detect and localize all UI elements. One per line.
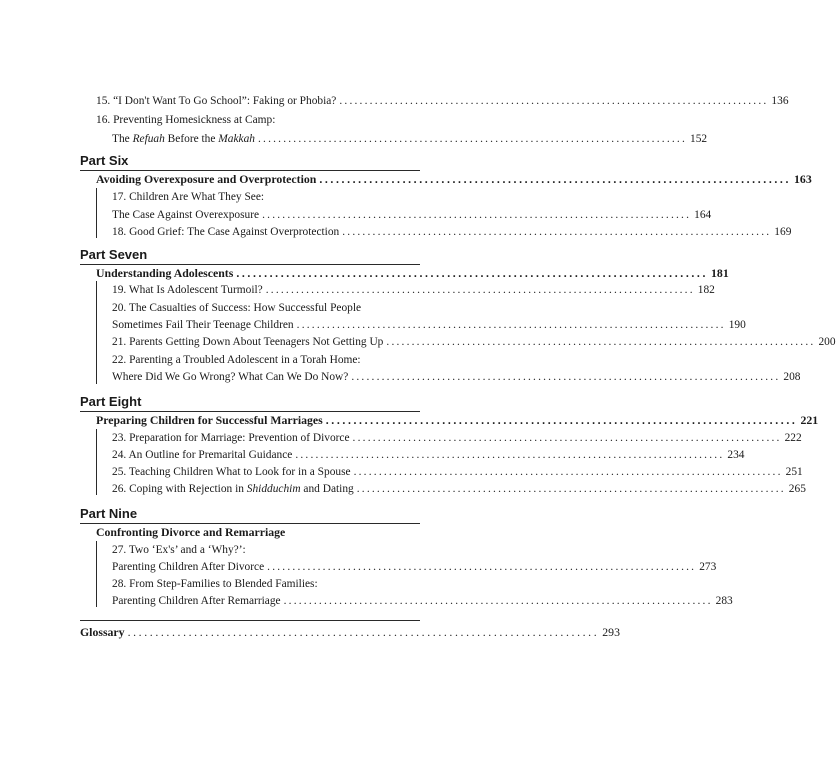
entry-text: 19. What Is Adolescent Turmoil? <box>112 284 263 296</box>
page-number: 169 <box>774 226 792 238</box>
part-seven-section[interactable] <box>96 264 729 282</box>
entry-text: Sometimes Fail Their Teenage Children <box>112 319 294 331</box>
part-seven-heading: Part Seven <box>80 247 148 262</box>
entry-text: Where Did We Go Wrong? What Can We Do Now? <box>112 371 349 383</box>
toc-entry-27[interactable] <box>112 541 434 559</box>
entry-text: 28. From Step-Families to Blended Families: <box>112 578 318 590</box>
toc-entry-28[interactable] <box>112 575 434 593</box>
page-number: 200 <box>818 336 836 348</box>
entry-text: Parenting Children After Divorce <box>112 561 265 573</box>
entry-text: 15. “I Don't Want To Go School”: Faking or Phobia? <box>96 95 337 107</box>
glossary-rule <box>80 620 420 621</box>
page-number: 163 <box>794 172 812 186</box>
page-number: 182 <box>697 284 715 296</box>
entry-text: 17. Children Are What They See: <box>112 191 265 203</box>
toc-entry-17[interactable] <box>112 188 434 206</box>
section-title: Confronting Divorce and Remarriage <box>96 525 286 539</box>
page-number: 152 <box>690 133 708 145</box>
entry-text: The Refuah Before the Makkah <box>112 133 255 145</box>
leader-dots: ..................................................................................... <box>296 319 726 331</box>
toc-entry-20-cont[interactable] <box>112 316 746 334</box>
toc-entry-27-cont[interactable] <box>112 558 717 576</box>
section-title: Avoiding Overexposure and Overprotection <box>96 172 317 186</box>
page-number: 283 <box>715 595 733 607</box>
leader-dots: ..................................................................................... <box>339 95 769 107</box>
toc-entry-17-cont[interactable] <box>112 206 712 224</box>
page-number: 181 <box>711 266 729 280</box>
leader-dots: ..................................................................................... <box>319 172 792 186</box>
toc-entry-16-cont[interactable] <box>112 130 708 148</box>
page-number: 190 <box>728 319 746 331</box>
toc-entry-22[interactable] <box>112 351 434 369</box>
entry-text: 26. Coping with Rejection in Shidduchim and Dating <box>112 483 354 495</box>
page-number: 208 <box>783 371 801 383</box>
toc-entry-21[interactable] <box>112 333 836 351</box>
entry-text: 27. Two ‘Ex's’ and a ‘Why?’: <box>112 544 246 556</box>
part-seven-bar <box>96 281 97 384</box>
page-number: 164 <box>694 209 712 221</box>
entry-text: 23. Preparation for Marriage: Prevention of Divorce <box>112 432 350 444</box>
leader-dots: ..................................................................................... <box>351 371 781 383</box>
leader-dots: ..................................................................................... <box>353 466 783 478</box>
toc-entry-19[interactable] <box>112 281 715 299</box>
entry-text: 20. The Casualties of Success: How Successful People <box>112 302 362 314</box>
section-title: Preparing Children for Successful Marriages <box>96 413 323 427</box>
part-eight-section[interactable] <box>96 411 819 429</box>
entry-text: Parenting Children After Remarriage <box>112 595 281 607</box>
part-nine-section[interactable] <box>96 523 434 541</box>
toc-entry-15[interactable] <box>96 92 789 110</box>
leader-dots: ..................................................................................... <box>127 625 600 639</box>
leader-dots: ..................................................................................... <box>342 226 772 238</box>
toc-entry-24[interactable] <box>112 446 745 464</box>
page-number: 221 <box>800 413 819 427</box>
entry-text: The Case Against Overexposure <box>112 209 260 221</box>
entry-text: 24. An Outline for Premarital Guidance <box>112 449 293 461</box>
leader-dots: ..................................................................................... <box>325 413 798 427</box>
entry-text: 22. Parenting a Troubled Adolescent in a Torah Home: <box>112 354 361 366</box>
page-number: 222 <box>784 432 802 444</box>
leader-dots: ..................................................................................... <box>352 432 782 444</box>
entry-text: 18. Good Grief: The Case Against Overprotection <box>112 226 340 238</box>
section-title: Understanding Adolescents <box>96 266 234 280</box>
part-nine-heading: Part Nine <box>80 506 138 521</box>
toc-entry-25[interactable] <box>112 463 803 481</box>
toc-entry-23[interactable] <box>112 429 802 447</box>
part-six-heading: Part Six <box>80 153 129 168</box>
leader-dots: ..................................................................................... <box>262 209 692 221</box>
leader-dots: ..................................................................................... <box>386 336 816 348</box>
page-number: 293 <box>602 625 620 639</box>
leader-dots: ..................................................................................... <box>265 284 695 296</box>
part-eight-heading: Part Eight <box>80 394 142 409</box>
entry-text: 16. Preventing Homesickness at Camp: <box>96 114 276 126</box>
toc-entry-20[interactable] <box>112 299 434 317</box>
toc-entry-26[interactable] <box>112 480 806 498</box>
part-nine-bar <box>96 541 97 607</box>
toc-entry-22-cont[interactable] <box>112 368 801 386</box>
part-six-section[interactable] <box>96 170 812 188</box>
entry-text: 25. Teaching Children What to Look for in a Spouse <box>112 466 351 478</box>
toc-entry-16[interactable] <box>96 111 434 129</box>
glossary-title: Glossary <box>80 625 125 639</box>
page-number: 136 <box>771 95 789 107</box>
page-number: 273 <box>699 561 717 573</box>
leader-dots: ..................................................................................... <box>257 133 688 145</box>
leader-dots: ..................................................................................... <box>356 483 786 495</box>
part-eight-bar <box>96 429 97 495</box>
glossary-entry[interactable] <box>80 623 620 641</box>
page-number: 234 <box>727 449 745 461</box>
leader-dots: ..................................................................................... <box>236 266 709 280</box>
leader-dots: ..................................................................................... <box>295 449 725 461</box>
part-six-bar <box>96 188 97 238</box>
page-number: 251 <box>785 466 803 478</box>
leader-dots: ..................................................................................... <box>267 561 697 573</box>
page-number: 265 <box>788 483 806 495</box>
toc-entry-18[interactable] <box>112 223 792 241</box>
leader-dots: ..................................................................................... <box>283 595 713 607</box>
entry-text: 21. Parents Getting Down About Teenagers Not Getting Up <box>112 336 384 348</box>
toc-entry-28-cont[interactable] <box>112 592 733 610</box>
